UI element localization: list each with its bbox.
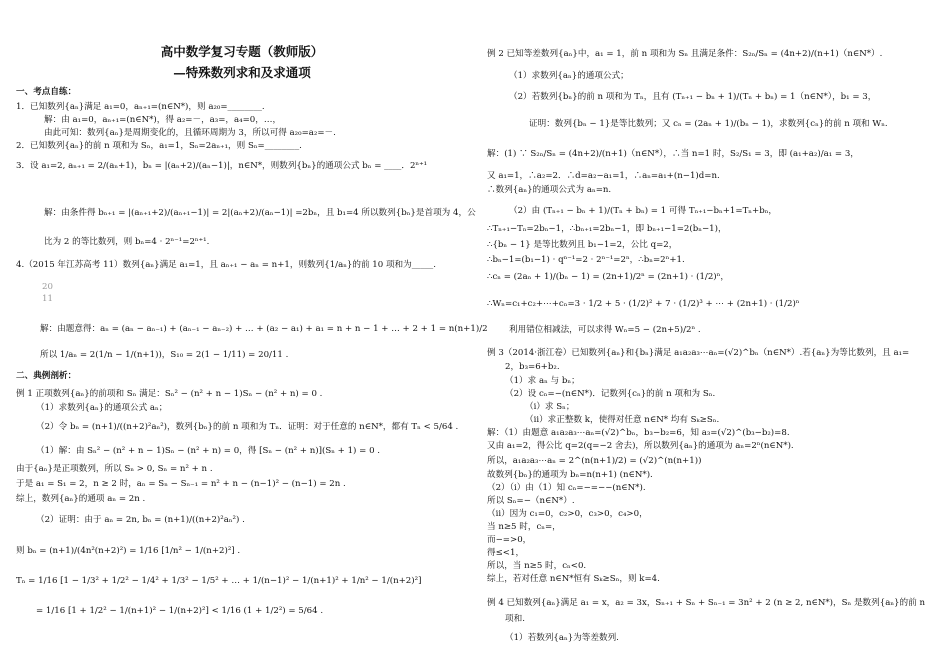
- text-line: （1）解：由 Sₙ² − (n² + n − 1)Sₙ − (n² + n) = 0，得 [Sₙ − (n² + n)](Sₙ + 1) = 0 .: [36, 446, 380, 456]
- text-line: （i）求 Sₙ；: [525, 402, 575, 412]
- text-line: 2．已知数列{aₙ}的前 n 项和为 Sₙ，a₁=1，Sₙ=2aₙ₊₁，则 Sₙ=________.: [16, 141, 302, 151]
- text-line: （ii）因为 c₁=0，c₂>0，c₃>0，c₄>0，: [487, 509, 648, 519]
- text-line: 解：由 a₁=0，aₙ₊₁=(n∈N*)，得 a₂=－，a₃=，a₄=0，…，: [44, 115, 282, 125]
- text-line: 例 2 已知等差数列{aₙ}中，a₁ = 1，前 n 项和为 Sₙ 且满足条件：S₂ₙ/Sₙ = (4n+2)/(n+1)（n∈N*）.: [487, 49, 883, 59]
- text-line: = 1/16 [1 + 1/2² − 1/(n+1)² − 1/(n+2)²] < 1/16 (1 + 1/2²) = 5/64 .: [36, 606, 324, 616]
- text-line: ∴cₙ = (2aₙ + 1)/(bₙ − 1) = (2n+1)/2ⁿ = (2n+1) · (1/2)ⁿ，: [487, 272, 729, 282]
- text-line: 由此可知：数列{aₙ}是周期变化的，且循环周期为 3，所以可得 a₂₀=a₂=－.: [44, 128, 336, 138]
- text-line: 项和.: [505, 614, 525, 624]
- text-line: （2）若数列{bₙ}的前 n 项和为 Tₙ，且有 (Tₙ₊₁ − bₙ + 1)/(Tₙ + bₙ) = 1（n∈N*），b₁ = 3，: [509, 92, 877, 102]
- text-line: 则 bₙ = (n+1)/(4n²(n+2)²) = 1/16 [1/n² − 1/(n+2)²] .: [16, 546, 241, 556]
- text-line: 20: [42, 282, 53, 292]
- text-line: （ii）求正整数 k，使得对任意 n∈N* 均有 Sₖ≥Sₙ.: [525, 415, 720, 425]
- text-line: ∴数列{aₙ}的通项公式为 aₙ=n.: [487, 185, 612, 195]
- text-line: 所以，a₁a₂a₃⋯aₙ = 2^(n(n+1)/2) = (√2)^(n(n+1)): [487, 456, 702, 466]
- text-line: 解：由题意得：aₙ = (aₙ − aₙ₋₁) + (aₙ₋₁ − aₙ₋₂) + … + (a₂ − a₁) + a₁ = n + n − 1 + … + 2 + 1 = n(n+1)/2: [40, 324, 488, 334]
- text-line: 又由 a₁=2，得公比 q=2(q=−2 舍去)，所以数列{aₙ}的通项为 aₙ=2ⁿ(n∈N*).: [487, 441, 794, 451]
- text-line: （2）（i）由（1）知 cₙ=−=−−(n∈N*).: [487, 483, 646, 493]
- text-line: 得≤<1，: [487, 548, 525, 558]
- text-line: （1）求数列{aₙ}的通项公式 aₙ；: [36, 403, 168, 413]
- text-line: （1）求数列{aₙ}的通项公式；: [509, 71, 629, 81]
- text-line: 2，b₃=6+b₂.: [505, 362, 560, 372]
- text-line: （2）令 bₙ = (n+1)/((n+2)²aₙ²)，数列{bₙ}的前 n 项和为 Tₙ．证明：对于任意的 n∈N*，都有 Tₙ < 5/64 .: [36, 422, 459, 432]
- text-line: 例 4 已知数列{aₙ}满足 a₁ = x，a₂ = 3x，Sₙ₊₁ + Sₙ + Sₙ₋₁ = 3n² + 2 (n ≥ 2, n∈N*)，Sₙ 是数列{aₙ}的前 n: [487, 598, 925, 608]
- text-line: （2）由 (Tₙ₊₁ − bₙ + 1)/(Tₙ + bₙ) = 1 可得 Tₙ₊₁−bₙ+1=Tₙ+bₙ，: [509, 206, 778, 216]
- text-line: ∴Wₙ=c₁+c₂+⋯+cₙ=3 · 1/2 + 5 · (1/2)² + 7 · (1/2)³ + ⋯ + (2n+1) · (1/2)ⁿ: [487, 299, 800, 309]
- text-line: 综上，若对任意 n∈N*恒有 Sₖ≥Sₙ，则 k=4.: [487, 574, 660, 584]
- text-line: 当 n≥5 时，cₙ=，: [487, 522, 561, 532]
- text-line: Tₙ = 1/16 [1 − 1/3² + 1/2² − 1/4² + 1/3² − 1/5² + … + 1/(n−1)² − 1/(n+1)² + 1/n² − 1/(n+2)²]: [16, 576, 422, 586]
- text-line: 证明：数列{bₙ − 1}是等比数列；又 cₙ = (2aₙ + 1)/(bₙ − 1)，求数列{cₙ}的前 n 项和 Wₙ.: [529, 119, 888, 129]
- text-line: 又 a₁=1，∴a₂=2．∴d=a₂−a₁=1，∴aₙ=a₁+(n−1)d=n.: [487, 171, 720, 181]
- text-line: 3．设 a₁=2, aₙ₊₁ = 2/(aₙ+1)，bₙ = |(aₙ+2)/(aₙ−1)|，n∈N*，则数列{bₙ}的通项公式 bₙ = ____．2ⁿ⁺¹: [16, 161, 428, 171]
- text-line: 所以 Sₙ=−（n∈N*）.: [487, 496, 575, 506]
- document-subtitle: —特殊数列求和及求通项: [173, 65, 311, 80]
- text-line: 所以，当 n≥5 时，cₙ<0.: [487, 561, 587, 571]
- text-line: 所以 1/aₙ = 2(1/n − 1/(n+1))，S₁₀ = 2(1 − 1/11) = 20/11 .: [40, 350, 289, 360]
- text-line: ∴Tₙ₊₁−Tₙ=2bₙ−1，∴bₙ₊₁=2bₙ−1，即 bₙ₊₁−1=2(bₙ−1)，: [487, 224, 727, 234]
- text-line: 二、典例剖析：: [16, 371, 77, 381]
- text-line: 例 1 正项数列{aₙ}的前项和 Sₙ 满足：Sₙ² − (n² + n − 1)Sₙ − (n² + n) = 0 .: [16, 389, 323, 399]
- text-line: 例 3（2014·浙江卷）已知数列{aₙ}和{bₙ}满足 a₁a₂a₃⋯aₙ=(√2)^bₙ（n∈N*）.若{aₙ}为等比数列，且 a₁=: [487, 348, 910, 358]
- text-line: 于是 a₁ = S₁ = 2，n ≥ 2 时，aₙ = Sₙ − Sₙ₋₁ = n² + n − (n−1)² − (n−1) = 2n .: [16, 479, 346, 489]
- text-line: 解：(1) ∵ S₂ₙ/Sₙ = (4n+2)/(n+1)（n∈N*），∴当 n=1 时，S₂/S₁ = 3，即 (a₁+a₂)/a₁ = 3，: [487, 149, 859, 159]
- text-line: 由于{aₙ}是正项数列，所以 Sₙ > 0, Sₙ = n² + n .: [16, 464, 213, 474]
- text-line: 利用错位相减法，可以求得 Wₙ=5 − (2n+5)/2ⁿ .: [509, 325, 701, 335]
- text-line: 比为 2 的等比数列，则 bₙ=4 · 2ⁿ⁻¹=2ⁿ⁺¹.: [44, 237, 210, 247]
- text-line: 1．已知数列{aₙ}满足 a₁=0，aₙ₊₁=(n∈N*)，则 a₂₀=________.: [16, 102, 265, 112]
- text-line: 解：由条件得 bₙ₊₁ = |(aₙ₊₁+2)/(aₙ₊₁−1)| = 2|(aₙ+2)/(aₙ−1)| =2bₙ，且 b₁=4 所以数列{bₙ}是首项为 4，公: [44, 208, 476, 218]
- text-line: 11: [42, 294, 53, 304]
- text-line: 一、考点自练：: [16, 87, 77, 97]
- text-line: 故数列{bₙ}的通项为 bₙ=n(n+1) (n∈N*).: [487, 470, 653, 480]
- text-line: 综上，数列{aₙ}的通项 aₙ = 2n .: [16, 494, 146, 504]
- text-line: （1）若数列{aₙ}为等差数列.: [505, 633, 619, 643]
- text-line: （1）求 aₙ 与 bₙ；: [505, 376, 580, 386]
- text-line: 4.（2015 年江苏高考 11）数列{aₙ}满足 a₁=1，且 aₙ₊₁ − aₙ = n+1，则数列{1/aₙ}的前 10 项和为_____.: [16, 260, 436, 270]
- text-line: ∴{bₙ − 1} 是等比数列且 b₁−1=2，公比 q=2，: [487, 240, 678, 250]
- document-title: 高中数学复习专题（教师版）: [160, 44, 324, 59]
- text-line: 解：（1）由题意 a₁a₂a₃⋯aₙ=(√2)^bₙ，b₃−b₂=6，知 a₃=(√2)^(b₃−b₂)=8.: [487, 428, 790, 438]
- text-line: （2）证明：由于 aₙ = 2n, bₙ = (n+1)/((n+2)²aₙ²) .: [36, 515, 245, 525]
- text-line: 而−=>0，: [487, 535, 532, 545]
- text-line: ∴bₙ−1=(b₁−1) · qⁿ⁻¹=2 · 2ⁿ⁻¹=2ⁿ，∴bₙ=2ⁿ+1.: [487, 255, 685, 265]
- text-line: （2）设 cₙ=−(n∈N*)．记数列{cₙ}的前 n 项和为 Sₙ.: [505, 389, 716, 399]
